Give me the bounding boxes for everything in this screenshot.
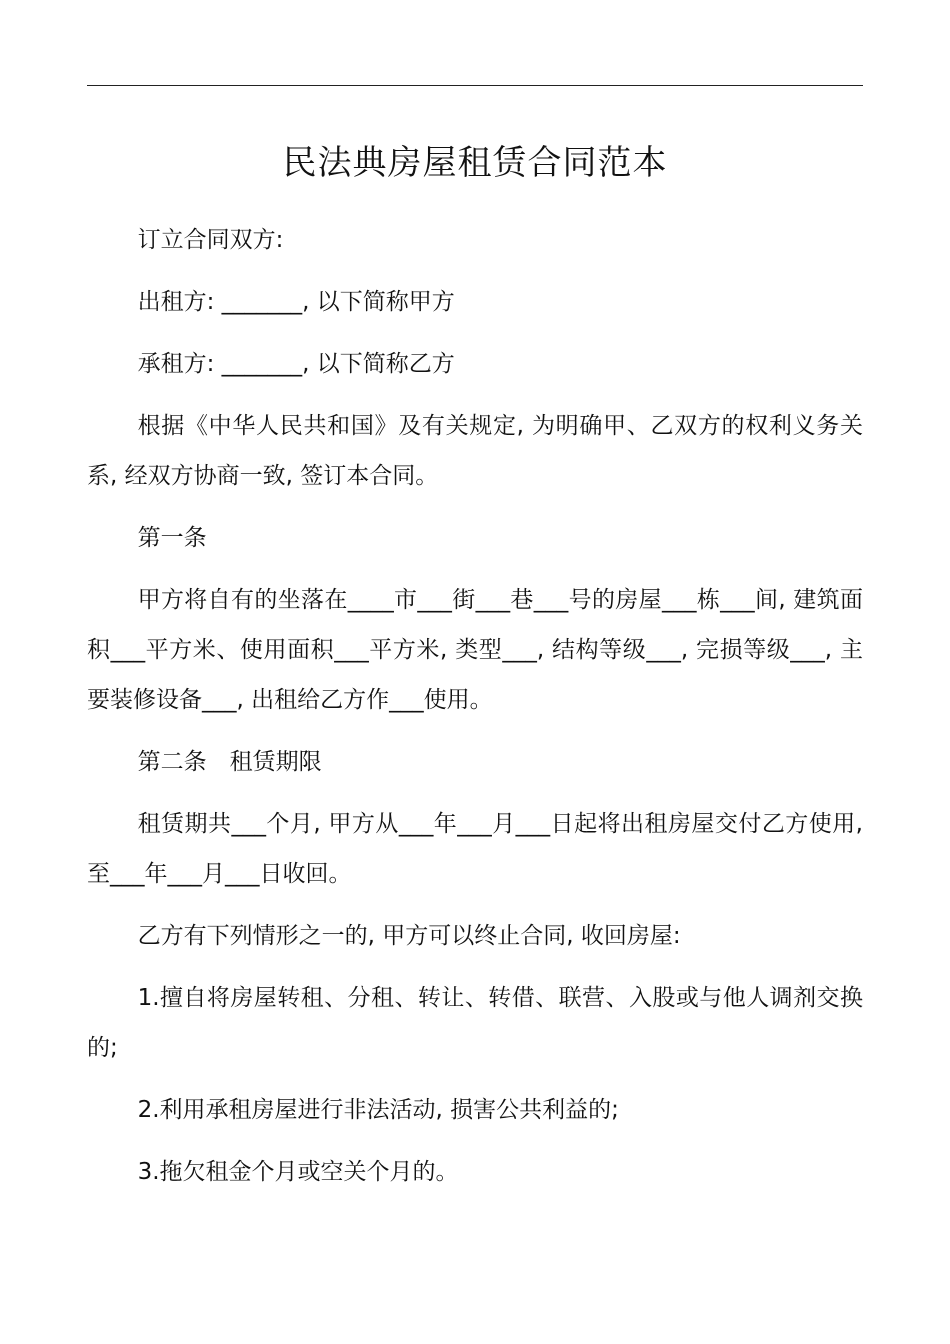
- article-1-heading: 第一条: [137, 525, 207, 551]
- termination-intro: 乙方有下列情形之一的, 甲方可以终止合同, 收回房屋:: [137, 923, 681, 949]
- article-1-body: 甲方将自有的坐落在____市___街___巷___号的房屋___栋___间, 建筑面积___平方米、使用面积___平方米, 类型___, 结构等级___, 完损等级___, 主要装修设备___, 出租给乙方作___使用。: [87, 587, 863, 713]
- paragraph-parties-intro: 订立合同双方:: [137, 227, 284, 253]
- article-2-heading: 第二条 租赁期限: [137, 749, 322, 775]
- paragraph-lessee: 承租方: _______, 以下简称乙方: [137, 351, 455, 377]
- paragraph-preamble: 根据《中华人民共和国》及有关规定, 为明确甲、乙双方的权利义务关系, 经双方协商一致, 签订本合同。: [87, 413, 863, 489]
- header-rule: [87, 85, 863, 86]
- termination-item-1: 1.擅自将房屋转租、分租、转让、转借、联营、入股或与他人调剂交换的;: [87, 985, 863, 1061]
- paragraph-lessor: 出租方: _______, 以下简称甲方: [137, 289, 455, 315]
- document-title: 民法典房屋租赁合同范本: [282, 143, 668, 183]
- document-body: [87, 215, 863, 1209]
- termination-item-3: 3.拖欠租金个月或空关个月的。: [137, 1159, 459, 1185]
- article-2-body: 租赁期共___个月, 甲方从___年___月___日起将出租房屋交付乙方使用, 至___年___月___日收回。: [87, 811, 863, 887]
- termination-item-2: 2.利用承租房屋进行非法活动, 损害公共利益的;: [137, 1097, 619, 1123]
